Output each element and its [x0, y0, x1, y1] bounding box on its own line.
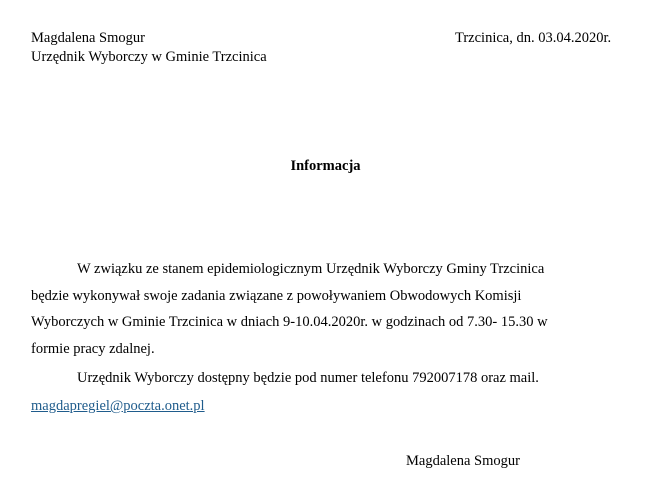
paragraph-line: Wyborczych w Gminie Trzcinica w dniach 9-10.04.2020r. w godzinach od 7.30- 15.30 w	[31, 314, 548, 330]
signature-name: Magdalena Smogur	[406, 453, 520, 469]
place-date: Trzcinica, dn. 03.04.2020r.	[455, 30, 612, 46]
sender-role: Urzędnik Wyborczy w Gminie Trzcinica	[31, 49, 267, 65]
contact-line: Urzędnik Wyborczy dostępny będzie pod numer telefonu 792007178 oraz mail.	[77, 370, 539, 386]
paragraph-line: będzie wykonywał swoje zadania związane z powoływaniem Obwodowych Komisji	[31, 288, 522, 304]
paragraph-line: formie pracy zdalnej.	[31, 341, 155, 357]
paragraph-line: W związku ze stanem epidemiologicznym Urzędnik Wyborczy Gminy Trzcinica	[77, 261, 545, 277]
document-title: Informacja	[290, 158, 361, 174]
sender-name: Magdalena Smogur	[31, 30, 145, 46]
email-link[interactable]: magdapregiel@poczta.onet.pl	[31, 398, 205, 414]
